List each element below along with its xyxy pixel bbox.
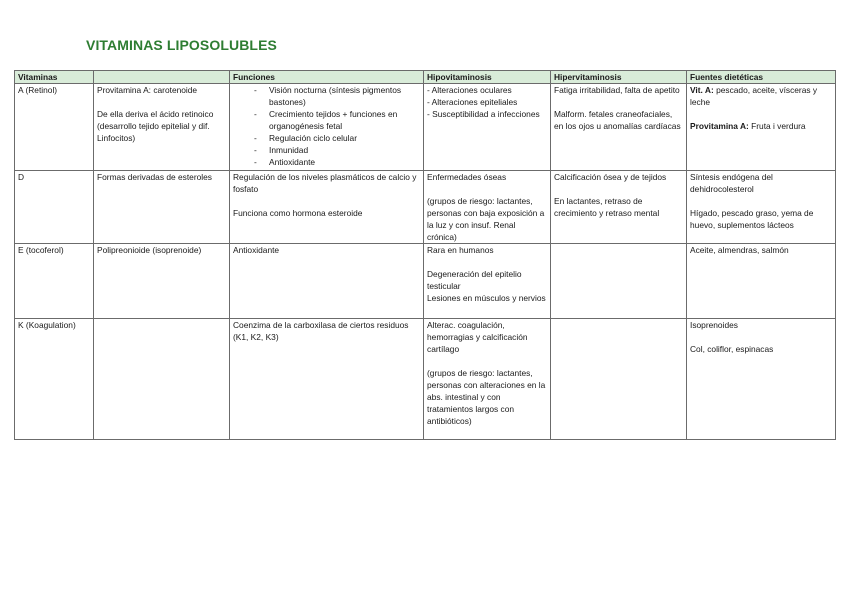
cell-hipervitaminosis: [551, 244, 687, 319]
table-row-vitamin-a: [15, 84, 836, 171]
cell-forma: Polipreonioide (isoprenoide): [94, 244, 230, 319]
vitamins-table: [14, 70, 836, 440]
cell-vitamina: A (Retinol): [15, 84, 94, 171]
cell-forma: Provitamina A: carotenoide De ella deriva el ácido retinoico (desarrollo tejido epitelial y dif. Linfocitos): [94, 84, 230, 171]
cell-vitamina: K (Koagulation): [15, 319, 94, 440]
cell-funciones: Regulación de los niveles plasmáticos de calcio y fosfato Funciona como hormona esteroide: [230, 171, 424, 244]
list-item: - Inmunidad: [233, 144, 420, 156]
cell-funciones: Coenzima de la carboxilasa de ciertos residuos (K1, K2, K3): [230, 319, 424, 440]
cell-funciones: [230, 84, 424, 171]
header-fuentes: Fuentes dietéticas: [687, 71, 836, 84]
table-row-vitamin-e: [15, 244, 836, 319]
cell-hipovitaminosis: - Alteraciones oculares - Alteraciones epiteliales - Susceptibilidad a infecciones: [424, 84, 551, 171]
cell-fuentes: Aceite, almendras, salmón: [687, 244, 836, 319]
cell-hipervitaminosis: Calcificación ósea y de tejidos En lactantes, retraso de crecimiento y retraso mental: [551, 171, 687, 244]
cell-vitamina: E (tocoferol): [15, 244, 94, 319]
cell-hipovitaminosis: Rara en humanos Degeneración del epitelio testicular Lesiones en músculos y nervios: [424, 244, 551, 319]
list-item: - Antioxidante: [233, 156, 420, 168]
header-hipovitaminosis: Hipovitaminosis: [424, 71, 551, 84]
cell-forma: Formas derivadas de esteroles: [94, 171, 230, 244]
header-funciones: Funciones: [230, 71, 424, 84]
header-blank: [94, 71, 230, 84]
cell-fuentes: Vit. A: pescado, aceite, vísceras y leche Provitamina A: Fruta i verdura: [687, 84, 836, 171]
table-header-row: [15, 71, 836, 84]
cell-funciones: Antioxidante: [230, 244, 424, 319]
page-title: VITAMINAS LIPOSOLUBLES: [86, 37, 277, 53]
cell-fuentes: Isoprenoides Col, coliflor, espinacas: [687, 319, 836, 440]
list-item: - Crecimiento tejidos + funciones en organogénesis fetal: [233, 108, 420, 132]
cell-hipovitaminosis: Enfermedades óseas (grupos de riesgo: lactantes, personas con baja exposición a la luz y con insuf. Renal crónica): [424, 171, 551, 244]
funciones-list: [233, 84, 420, 168]
cell-hipervitaminosis: Fatiga irritabilidad, falta de apetito Malform. fetales craneofaciales, en los ojos u anomalías cardíacas: [551, 84, 687, 171]
cell-hipovitaminosis: Alterac. coagulación, hemorragias y calcificación cartílago (grupos de riesgo: lactantes, personas con alteraciones en la abs. intestinal y con tratamientos largos con antibióticos): [424, 319, 551, 440]
cell-vitamina: D: [15, 171, 94, 244]
table-row-vitamin-d: [15, 171, 836, 244]
cell-hipervitaminosis: [551, 319, 687, 440]
cell-fuentes: Síntesis endógena del dehidrocolesterol Hígado, pescado graso, yema de huevo, suplementos lácteos: [687, 171, 836, 244]
list-item: - Regulación ciclo celular: [233, 132, 420, 144]
cell-forma: [94, 319, 230, 440]
header-hipervitaminosis: Hipervitaminosis: [551, 71, 687, 84]
table-row-vitamin-k: [15, 319, 836, 440]
list-item: - Visión nocturna (síntesis pigmentos bastones): [233, 84, 420, 108]
header-vitaminas: Vitaminas: [15, 71, 94, 84]
